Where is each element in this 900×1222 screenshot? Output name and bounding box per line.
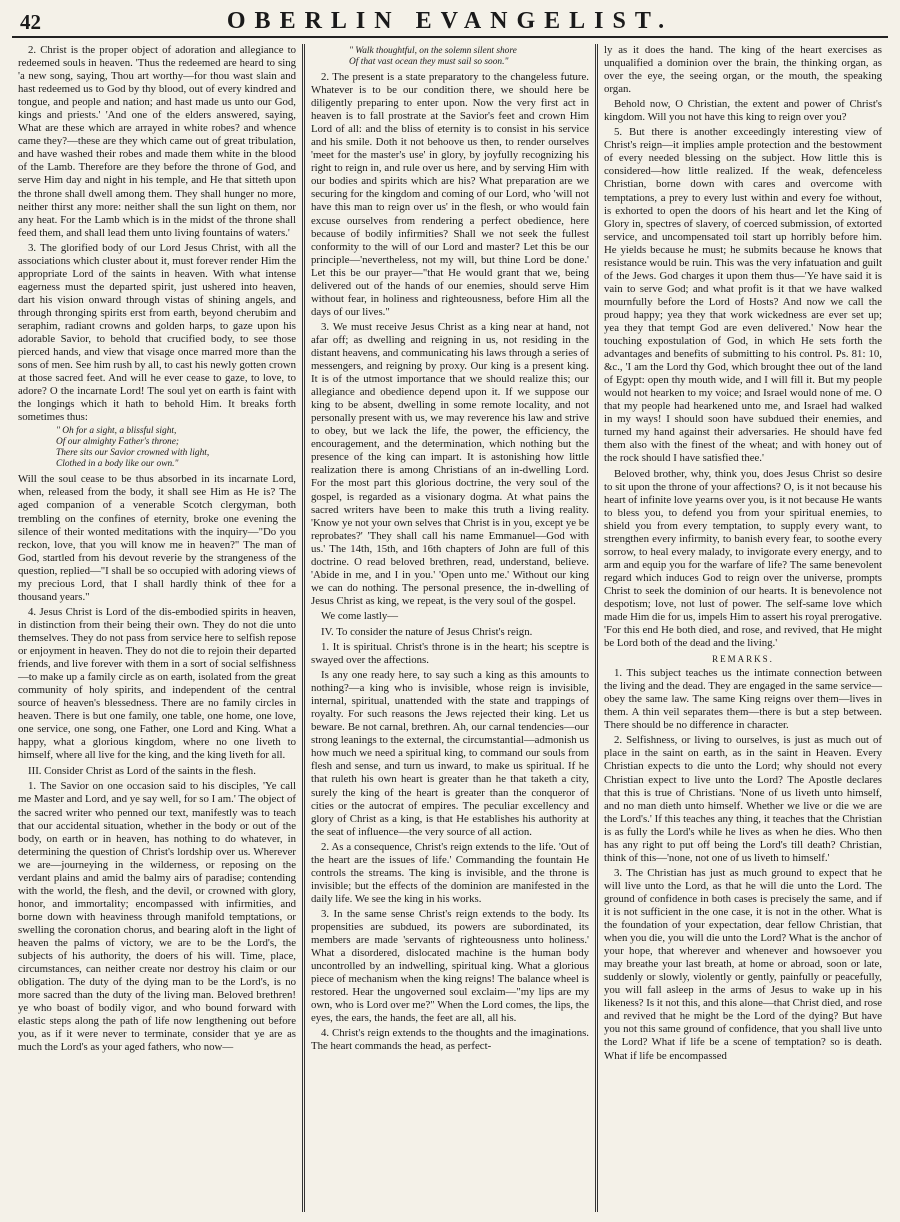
- verse-line: Of that vast ocean they must sail so soon.": [349, 57, 509, 67]
- paragraph: 3. The glorified body of our Lord Jesus Christ, with all the associations which cluster about it, must forever render Him the appropriate Lord of the saints in heaven. With what intense eagerness must the departed spirit, just ushered into heaven, dart his vision onward through vistas of shining angels, and through thronging spirits erst from earth, beyond cherubim and seraphim, radiant crowns and golden harps, to gaze upon his adorable Savior, to behold that crucified body, to see those pierced hands, and view that visage once marred more than the sons of men. See him rush by all, to cast his newly gotten crown at those sacred feet. And will he ever cease to gaze, to love, to adore? O the incarnate Lord! The soul yet on earth is faint with the longings which it hath to behold Him. It breaks forth sometimes thus:: [18, 241, 296, 424]
- paragraph: Is any one ready here, to say such a king as this amounts to nothing?—a king who is invisible, whose reign is invisible, internal, spiritual, unattended with the state and trappings of royalty. For such reasons the Jews rejected their king. Let us beware. Be not carnal, brethren. Ah, our carnal tendencies—our strong leanings to the external, the circumstantial—admonish us how much we need a spiritual king, to command our souls from flesh and sense, and turn us inward, to make us spiritual. If he that ruleth his own heart is greater than he that taketh a city, surely the king of the heart is greater than the conqueror of cities or the autocrat of empires. The peculiar excellency and glory of Christ as a king, is that He establishes his authority at the seat of influence—the very source of all action.: [311, 669, 589, 838]
- paragraph: 2. As a consequence, Christ's reign extends to the life. 'Out of the heart are the issues of life.' Commanding the fountain He controls the streams. The king is invisible, and the throne is invisible; but the effects of the dominion are manifested in the daily life. We see the king in his works.: [311, 840, 589, 905]
- paragraph: Will the soul cease to be thus absorbed in its incarnate Lord, when, released from the body, it shall see Him as He is? The aged companion of a venerable Scotch clergyman, both trembling on the confines of eternity, broke one evening the silence of their wonted meditations with the inquiry—"Do you reckon, love, that you will know me in heaven?" The man of God, startled from his devout reverie by the strangeness of the question, replied—"I shall be so occupied with adoring views of my precious Lord, that I shall hardly think of thee for a thousand years.": [18, 473, 296, 603]
- paragraph: 3. The Christian has just as much ground to expect that he will live unto the Lord, as that he will die unto the Lord. The ground of confidence in both cases is precisely the same, and if it is not sufficient in the one case, it is not in the other. What is the foundation of your expectation, dear fellow Christian, that when you die, you will die unto the Lord? What is the anchor of your hope, that wherever and whenever and howsoever you may breathe your last breath, at home or abroad, soon or late, suddenly or slowly, violently or gently, painfully or peacefully, you will fall asleep in the arms of Jesus to wake up in his likeness? Is it not this, and this alone—that Christ died, and rose and revived that he might be the Lord of the dying? But have you not this same ground of confidence, that you shall live unto the Lord? What if life be a scene of temptation? so is death. What if life be encompassed: [604, 866, 882, 1062]
- verse-line: " Walk thoughtful, on the solemn silent shore: [349, 46, 517, 56]
- paragraph: 4. Jesus Christ is Lord of the dis-embodied spirits in heaven, in distinction from their being their own. They do not die unto themselves. They do not pass from service here to selfish repose or enjoyment in heaven. They do not die to rejoin their departed friends, and live forever with them in a sort of social selfishness—to make up a family circle as on earth, isolated from the great community of holy spirits, and independent of the central source of heaven's blessedness. There are no family circles in heaven. There is but one family, one table, one home, one love, one service, one song, one Father, one Lord and King. What a happy, what a glorious kingdom, where no one liveth to himself, where all live for the king, and the king liveth for all.: [18, 605, 296, 762]
- verse-line: There sits our Savior crowned with light,: [56, 448, 210, 459]
- paragraph: Beloved brother, why, think you, does Jesus Christ so desire to sit upon the throne of your affections? O, is it not because his heart of infinite love yearns over you, is it not because He wants to bless you, to defend you from your spiritual enemies, to shield you from every temptation, to supply every want, to strengthen every infirmity, to banish every fear, to soothe every sorrow, to heal every malady, to invigorate every energy, and to arm and equip you for the warfare of life? The same benevolent regard which induces God to reign over the universe, prompts Christ to seek the dominion of our hearts. It is benevolence not despotism; love, not lust of power. The self-same love which made Him die for us, impels Him to assert his royal prerogative. 'For this end He both died, and rose, and revived, that He might be Lord both of the dead and the living.': [604, 467, 882, 650]
- verse-line: " Oh for a sight, a blissful sight,: [56, 426, 177, 437]
- paragraph: 4. Christ's reign extends to the thoughts and the imaginations. The heart commands the head, as perfect-: [311, 1027, 589, 1053]
- paragraph: 2. Selfishness, or living to ourselves, is just as much out of place in the saint on earth, as in the saint in Heaven. Every Christian expects to die unto the Lord; why should not every Christian expect to live unto the Lord? The Apostle declares that this is true of Christians. 'None of us liveth unto himself, and no man dieth unto himself. Whether we live or die we are the Lord's.' If this teaches any thing, it teaches that the Christian is as fully the Lord's while he lives as when he dies. Who then has any right to put off being the Lord's till death? Christian, think of this—'none, not one of us liveth to himself.': [604, 734, 882, 864]
- newspaper-title: OBERLIN EVANGELIST.: [226, 8, 674, 34]
- column-1: [12, 44, 302, 1212]
- paragraph: 1. The Savior on one occasion said to his disciples, 'Ye call me Master and Lord, and ye say well, for so I am.' The object of the sacred writer who penned our text, manifestly was to teach that our accidental situation, whether in the body or out of the body, on earth or in heaven, has nothing to do whatever, in determining the question of Christ's lordship over us. Wherever we are—journeying in the wilderness, or reposing on the verdant plains and amid the balmy airs of paradise; contending with the world, the flesh, and the devil, or crowned with glory, honor, and immortality; encompassed with infirmities, and borne down with heaviness through manifold temptations, or swelling the coronation chorus, and bearing aloft in the light of heaven the palms of victory, we are to be the Lord's, the subjects of his authority, the doers of his will. Time, place, circumstances, can neither create nor destroy his claim or our obligation. The duty of the dying man to be the Lord's, is no more sacred than the duty of the living man. Beloved brethren! ye who boast of bodily vigor, and who bound forward with elastic steps along the path of life now lengthening out before you, as if it were never to terminate, consider that ye are as much the Lord's as your aged fathers, who now—: [18, 780, 296, 1054]
- column-3: [595, 44, 888, 1212]
- masthead: [12, 6, 888, 38]
- paragraph: ly as it does the hand. The king of the heart exercises as unqualified a dominion over the brain, the thinking organ, as over the eye, the seeing organ, or the mouth, the speaking organ.: [604, 44, 882, 96]
- paragraph: 2. The present is a state preparatory to the changeless future. Whatever is to be our condition there, we should here be diligently preparing to enter upon. Now the very first act in heaven is to fall prostrate at the Savior's feet and crown Him Lord of all: and the bliss of eternity is to consist in his service and his smile. Doth it not behoove us then, to render ourselves 'meet for the master's use' in glory, by joyfully recognizing his right to reign in, and rule over us here, and by serving Him with our bodies and spirits which are his? What preparation are we securing for the kingdom and coming of our Lord, who 'will not have this man to reign over us' in the flesh, or who would fain excuse ourselves from rendering a perfect obedience, here because of bodily infirmities? Shall we not seek the fullest conformity to the will of our Lord and master? Let this be our principle—'nevertheless, not my will, but thine Lord be done.' Let this be our prayer—"that He would grant that we, being delivered out of the hands of our enemies, should serve Him without fear, in holiness and righteousness, before Him all the days of our lives.": [311, 71, 589, 318]
- column-2: [302, 44, 595, 1212]
- paragraph: 3. We must receive Jesus Christ as a king near at hand, not afar off; as dwelling and reigning in us, not residing in the distant heavens, and communicating his laws through a series of messengers, and reigning by proxy. Our king is a present king. It is of the utmost importance that we should realize this; our allegiance and obedience depend upon it. If we suppose our king to be absent, dwelling in some remote locality, and not personally present with us, we may reverence his law and strive to obey, but we lack the life, the power, the efficiency, the encouragement, and the determination, which nothing but the presence of the king can impart. It is astonishing how little realization there is among Christians of an in-dwelling Lord. For the most part this glorious doctrine, the very soul of the gospel, is regarded as a visionary dogma. At what pains the sacred writers have been to make this truth a living reality. 'Know ye not your own selves that Christ is in you, except ye be reprobates?' 'They shall call his name Emmanuel—God with us.' The 14th, 15th, and 16th chapters of John are full of this doctrine. O read beloved brethren, read, understand, believe. 'Abide in me, and I in you.' 'Open unto me.' Without our king we can do nothing. The personal presence, the in-dwelling of Jesus Christ as king, we repeat, is the very soul of the gospel.: [311, 320, 589, 607]
- section-heading: III. Consider Christ as Lord of the saints in the flesh.: [28, 765, 256, 778]
- paragraph: Behold now, O Christian, the extent and power of Christ's kingdom. Will you not have this king to reign over you?: [604, 98, 882, 124]
- paragraph: 2. Christ is the proper object of adoration and allegiance to redeemed souls in heaven. 'Thus the redeemed are heard to sing 'a new song, saying, Thou art worthy—for thou wast slain and hast redeemed us to God by thy blood, out of every kindred and tongue, and people and nation; and hast made us unto our God, kings and priests.' 'And one of the elders answered, saying, What are these which are arrayed in white robes? and whence came they?—these are they which came out of great tribulation, and have washed their robes and made them white in the blood of the Lamb. Therefore are they before the throne of God, and serve Him day and night in his temple, and He that sitteth upon the throne shall dwell among them. They shall hunger no more, neither thirst any more: neither shall the sun light on them, nor any heat. For the Lamb which is in the midst of the throne shall feed them, and shall lead them unto living fountains of waters.': [18, 44, 296, 239]
- paragraph: 3. In the same sense Christ's reign extends to the body. Its propensities are subdued, its powers are subordinated, its members are made 'servants of righteousness unto holiness.' What a disordered, dislocated machine is the human body uncontrolled by an indwelling, spiritual king. What a glorious piece of mechanism when the king reigns! The balance wheel is restored. Hear the ungoverned soul exclaim—"my lips are my own, who is Lord over me?" When the Lord comes, the lips, the eyes, the ears, the hands, the feet are all, all his.: [311, 907, 589, 1025]
- page-number: 42: [20, 10, 41, 34]
- paragraph: 1. This subject teaches us the intimate connection between the living and the dead. They are engaged in the same service—obey the same law. The same King reigns over them—lives in them. A thin veil separates them—there is but a step between. There should be no difference in character.: [604, 667, 882, 732]
- verse-line: Of our almighty Father's throne;: [56, 437, 180, 448]
- section-heading: IV. To consider the nature of Jesus Christ's reign.: [321, 625, 533, 638]
- paragraph: 5. But there is another exceedingly interesting view of Christ's reign—it implies ample protection and the bestowment of every needed blessing on the subject. How little this is considered—how little realized. If the weak, defenceless Christian, borne down with cares and overcome with temptations, a prey to every lust within and every foe without, is exhorted to open the doors of his heart and let the King of Glory in, spectres of slavery, of coerced submission, of extorted service, and uncompensated toil start up horribly before him. He yields because he must; he submits because he knows that resistance would be ruin. This was the very infatuation and guilt of the Jews. God charges it upon them thus—'Ye have said it is vain to serve God; and what profit is it that we have walked mournfully before the Lord of Hosts? And now we call the proud happy; yea they that work wickedness are ever set up; yea they that tempt God are even delivered.' Now hear the touching expostulation of God, in which He sets forth the advantages and benefits of submitting to his control. Ps. 81: 10, &c., 'I am the Lord thy God, which brought thee out of the land of Egypt: open thy mouth wide, and I will fill it. But my people would not hearken to my voice; and Israel would none of me. O that my people had hearkened unto me, and Israel had walked in my ways! I should soon have subdued their enemies, and turned my hand against their adversaries. He should have fed them also with the finest of the wheat; and with honey out of the rock should I have satisfied thee.': [604, 126, 882, 465]
- text-columns: [12, 44, 888, 1212]
- hymn-verse: [18, 426, 296, 470]
- quote-verse: [311, 46, 589, 68]
- verse-line: Clothed in a body like our own.": [56, 459, 179, 470]
- paragraph: We come lastly—: [321, 609, 399, 622]
- remarks-heading: REMARKS.: [712, 654, 774, 665]
- paragraph: 1. It is spiritual. Christ's throne is in the heart; his sceptre is swayed over the affections.: [311, 641, 589, 667]
